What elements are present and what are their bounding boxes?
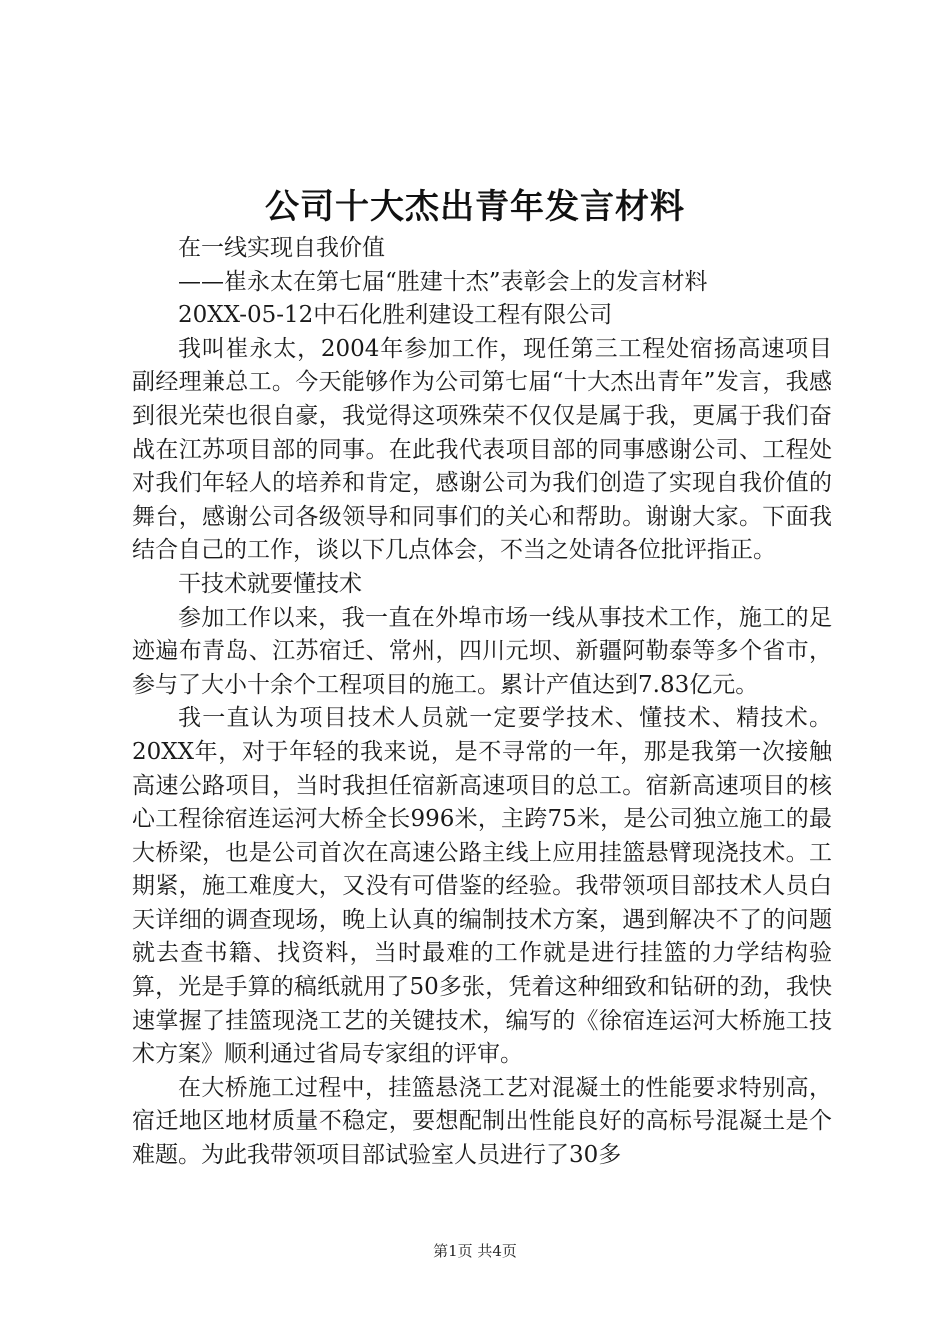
section-heading: 干技术就要懂技术 [178,570,362,597]
paragraph-subtitle: 在一线实现自我价值 [178,235,385,261]
paragraph-date-org: 20XX-05-12中石化胜利建设工程有限公司 [178,302,613,329]
document-body [132,232,832,1173]
paragraph-byline: ——崔永太在第七届“胜建十杰”表彰会上的发言材料 [178,268,708,295]
paragraph: 参加工作以来，我一直在外埠市场一线从事技术工作，施工的足迹遍布青岛、江苏宿迁、常州，四川元坝、新疆阿勒泰等多个省市，参与了大小十余个工程项目的施工。累计产值达到7.83亿元。 [132,604,832,698]
page-number-footer: 第1页 共4页 [433,1242,517,1260]
document-title: 公司十大杰出青年发言材料 [265,187,685,227]
paragraph: 在大桥施工过程中，挂篮悬浇工艺对混凝土的性能要求特别高，宿迁地区地材质量不稳定，要想配制出性能良好的高标号混凝土是个难题。为此我带领项目部试验室人员进行了30多 [132,1074,832,1169]
paragraph: 我一直认为项目技术人员就一定要学技术、懂技术、精技术。20XX年，对于年轻的我来说，是不寻常的一年，那是我第一次接触高速公路项目，当时我担任宿新高速项目的总工。宿新高速项目的核心工程徐宿连运河大桥全长996米，主跨75米，是公司独立施工的最大桥梁，也是公司首次在高速公路主线上应用挂篮悬臂现浇技术。工期紧，施工难度大，又没有可借鉴的经验。我带领项目部技术人员白天详细的调查现场，晚上认真的编制技术方案，遇到解决不了的问题就去查书籍、找资料，当时最难的工作就是进行挂篮的力学结构验算，光是手算的稿纸就用了50多张，凭着这种细致和钻研的劲，我快速掌握了挂篮现浇工艺的关键技术，编写的《徐宿连运河大桥施工技术方案》顺利通过省局专家组的评审。 [132,705,832,1068]
paragraph-intro: 我叫崔永太，2004年参加工作，现任第三工程处宿扬高速项目副经理兼总工。今天能够作为公司第七届“十大杰出青年”发言，我感到很光荣也很自豪，我觉得这项殊荣不仅仅是属于我，更属于我们奋战在江苏项目部的同事。在此我代表项目部的同事感谢公司、工程处对我们年轻人的培养和肯定，感谢公司为我们创造了实现自我价值的舞台，感谢公司各级领导和同事们的关心和帮助。谢谢大家。下面我结合自己的工作，谈以下几点体会，不当之处请各位批评指正。 [132,335,832,564]
